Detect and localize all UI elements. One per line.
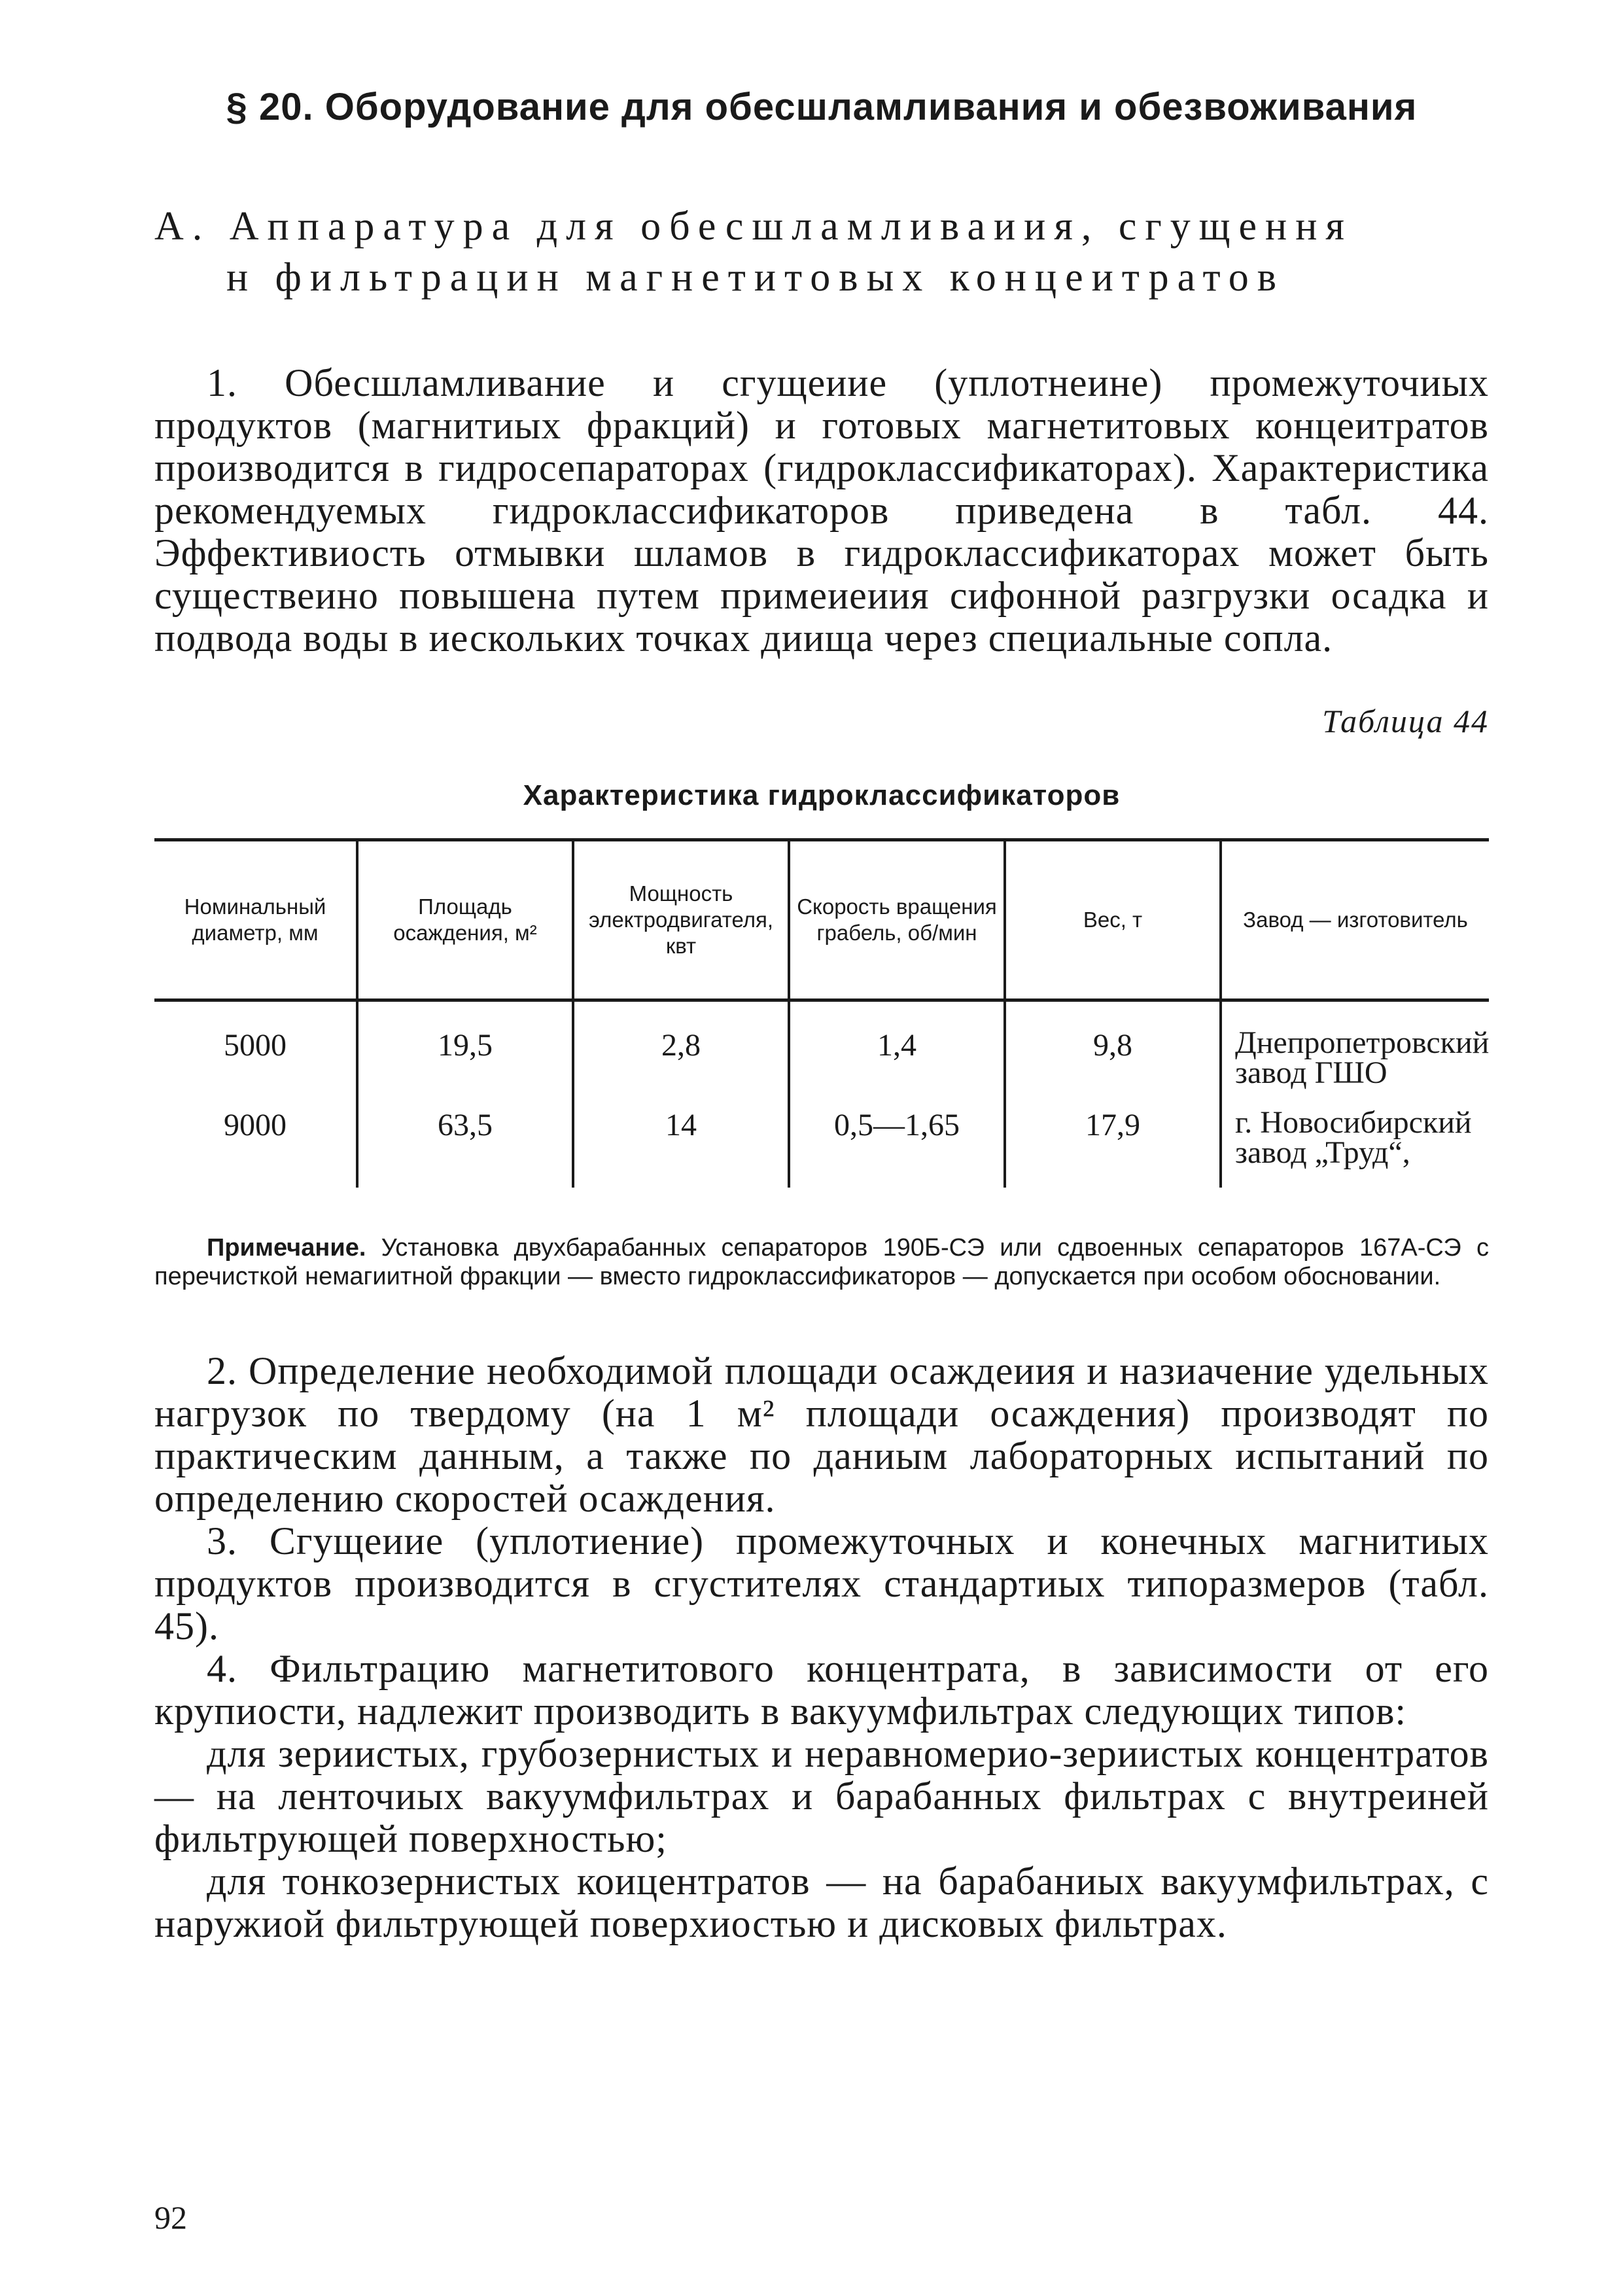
table-row (154, 1088, 1489, 1188)
cell-area: 63,5 (357, 1088, 573, 1188)
paragraph-4: 4. Фильтрацию магнетитового концентрата, в зависимости от его крупиости, надлежит производить в вакуумфильтрах следующих типов: (154, 1647, 1489, 1733)
cell-speed: 1,4 (789, 1000, 1005, 1089)
header-weight: Вес, т (1005, 840, 1221, 1000)
table-number: Таблица 44 (1322, 703, 1489, 739)
paragraph-2: 2. Определение необходимой площади осаждеиия и назиачение удельных нагрузок по твердому (на 1 м² площади осаждения) производят по практическим данным, а также по даниым лабораторных испытаний по определению скоростей осаждения. (154, 1349, 1489, 1520)
table-header-row (154, 840, 1489, 1000)
cell-diameter: 9000 (224, 1108, 287, 1142)
cell-factory: Днепропетровский завод ГШО (1221, 1000, 1489, 1089)
cell-power: 14 (573, 1088, 789, 1188)
table-note (154, 1233, 1489, 1291)
table-row (154, 1000, 1489, 1089)
header-diameter: Номинальный диаметр, мм (184, 894, 326, 945)
note-label: Примечание. (207, 1234, 366, 1262)
cell-diameter: 5000 (224, 1028, 287, 1063)
cell-weight: 17,9 (1005, 1088, 1221, 1188)
cell-factory: г. Новосибирский завод „Труд“, (1221, 1088, 1489, 1188)
header-factory: Завод — изготовитель (1221, 840, 1489, 1000)
page (154, 85, 1489, 1945)
cell-power: 2,8 (573, 1000, 789, 1089)
header-power: Мощность электродвигателя, квт (573, 840, 789, 1000)
note-text: Установка двухбарабанных сепараторов 190Б-СЭ или сдвоенных сепараторов 167А-СЭ с перечисткой немагиитной фракции — вместо гидроклассификаторов — допускается при особом обосновании. (154, 1234, 1490, 1290)
header-speed: Скорость вращения грабель, об/мин (789, 840, 1005, 1000)
classifier-table (154, 838, 1489, 1188)
section-title: § 20. Оборудование для обесшламливания и обезвоживания (226, 86, 1418, 128)
cell-area: 19,5 (357, 1000, 573, 1089)
subsection-title-line2: н фильтрацин магнетитовых концеитратов (226, 255, 1285, 300)
subsection-title-line1: А. Аппаратура для обесшламливаиия, сгущення (154, 204, 1353, 249)
paragraph-5: для зериистых, грубозернистых и неравномерио-зериистых концентратов — на ленточиых вакуумфильтрах и барабанных фильтрах с внутреиней фильтрующей поверхностью; (154, 1732, 1489, 1860)
paragraph-1: 1. Обесшламливание и сгущеиие (уплотнеине) промежуточиых продуктов (магнитиых фракций) и готовых магнетитовых концеитратов производится в гидросепараторах (гидроклассификаторах). Характеристика рекомендуемых гидроклассификаторов приведена в табл. 44. Эффективиость отмывки шламов в гидроклассификаторах может быть существеино повышена путем примеиеиия сифонной разгрузки осадка и подвода воды в иескольких точках диища через специальные сопла. (154, 361, 1489, 660)
subsection-title (154, 201, 1489, 303)
cell-weight: 9,8 (1005, 1000, 1221, 1089)
paragraph-6: для тонкозернистых коицентратов — на барабаниых вакуумфильтрах, с наружиой фильтрующей поверхиостью и дисковых фильтрах. (154, 1860, 1489, 1945)
cell-speed: 0,5—1,65 (789, 1088, 1005, 1188)
table-caption: Характеристика гидроклассификаторов (523, 779, 1121, 811)
page-number: 92 (154, 2199, 187, 2236)
paragraph-3: 3. Сгущеиие (уплотиение) промежуточных и конечных магнитиых продуктов производится в сгустителях стандартиых типоразмеров (табл. 45). (154, 1519, 1489, 1648)
header-area: Площадь осаждения, м² (357, 840, 573, 1000)
